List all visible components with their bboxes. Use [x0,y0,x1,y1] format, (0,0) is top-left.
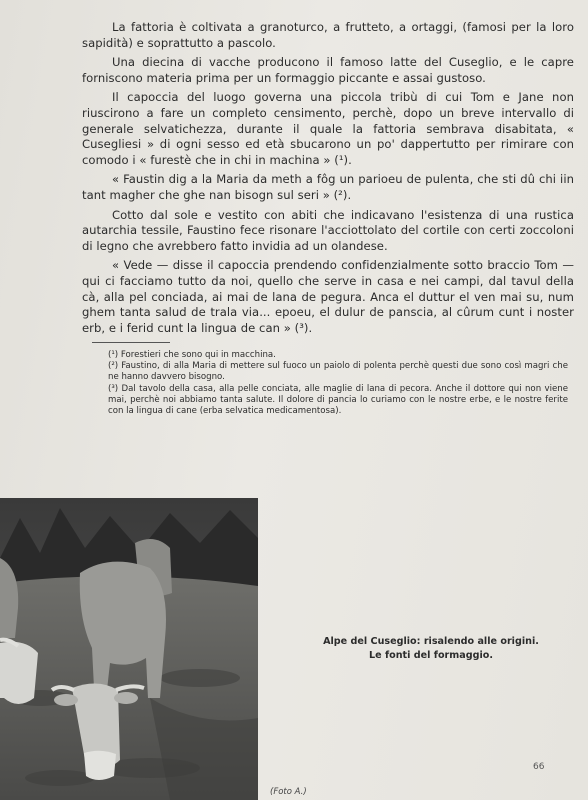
photo-credit: (Foto A.) [270,787,307,797]
caption-line-2: Le fonti del formaggio. [369,650,493,661]
cows-photo-illustration [0,498,258,800]
page-number: 66 [533,762,545,772]
article-body [82,20,574,340]
paragraph-2: Una diecina di vacche producono il famoso latte del Cuseglio, e le capre forniscono materia prima per un formaggio piccante e assai gustoso. [82,55,574,85]
paragraph-3: Il capoccia del luogo governa una piccola tribù di cui Tom e Jane non riuscirono a fare un completo censimento, perchè, dopo un breve intervallo di generale selvatichezza, durante il quale la fattoria sembrava disabitata, « Cusegliesi » di ogni sesso ed età sbucarono un po' dappertutto per rimirare con comodo i « furestè che in chi in machina » (¹). [82,90,574,167]
footnotes [108,350,568,417]
photo-caption [296,635,566,663]
paragraph-6: « Vede — disse il capoccia prendendo confidenzialmente sotto braccio Tom — qui ci facciamo tutto da noi, quello che serve in casa e nei campi, dal tavul della cà, alla pel conciada, ai mai de lana de pegura. Anca el duttur el ven mai su, num ghem tanta salud de trala via... epoeu, el dulur de panscia, al cûrum cunt i noster erb, e i ferid cunt la lingua de can » (³). [82,258,574,335]
footnote-2: (²) Faustino, di alla Maria di mettere sul fuoco un paiolo di polenta perchè questi due sono così magri che ne hanno davvero bisogno. [108,361,568,383]
footnote-1: (¹) Forestieri che sono qui in macchina. [108,350,276,360]
footnote-divider [92,342,170,343]
paragraph-1: La fattoria è coltivata a granoturco, a frutteto, a ortaggi, (famosi per la loro sapidità) e soprattutto a pascolo. [82,20,574,50]
footnote-3: (³) Dal tavolo della casa, alla pelle conciata, alle maglie di lana di pecora. Anche il dottore qui non viene mai, perchè noi abbiamo tanta salute. Il dolore di pancia lo curiamo con le nostre erbe, e le nostre ferite con la lingua di cane (erba selvatica medicamentosa). [108,383,568,417]
paragraph-5: Cotto dal sole e vestito con abiti che indicavano l'esistenza di una rustica autarchia tessile, Faustino fece risonare l'acciottolato del cortile con certi zoccoloni di legno che avrebbero fatto invidia ad un olandese. [82,207,574,253]
paragraph-4: « Faustin dig a la Maria da meth a fôg un parioeu de pulenta, che sti dû chi iin tant magher che ghe nan bisogn sul seri » (²). [82,172,574,202]
caption-line-1: Alpe del Cuseglio: risalendo alle origini. [323,636,539,647]
cows-grazing-photo [0,498,258,800]
